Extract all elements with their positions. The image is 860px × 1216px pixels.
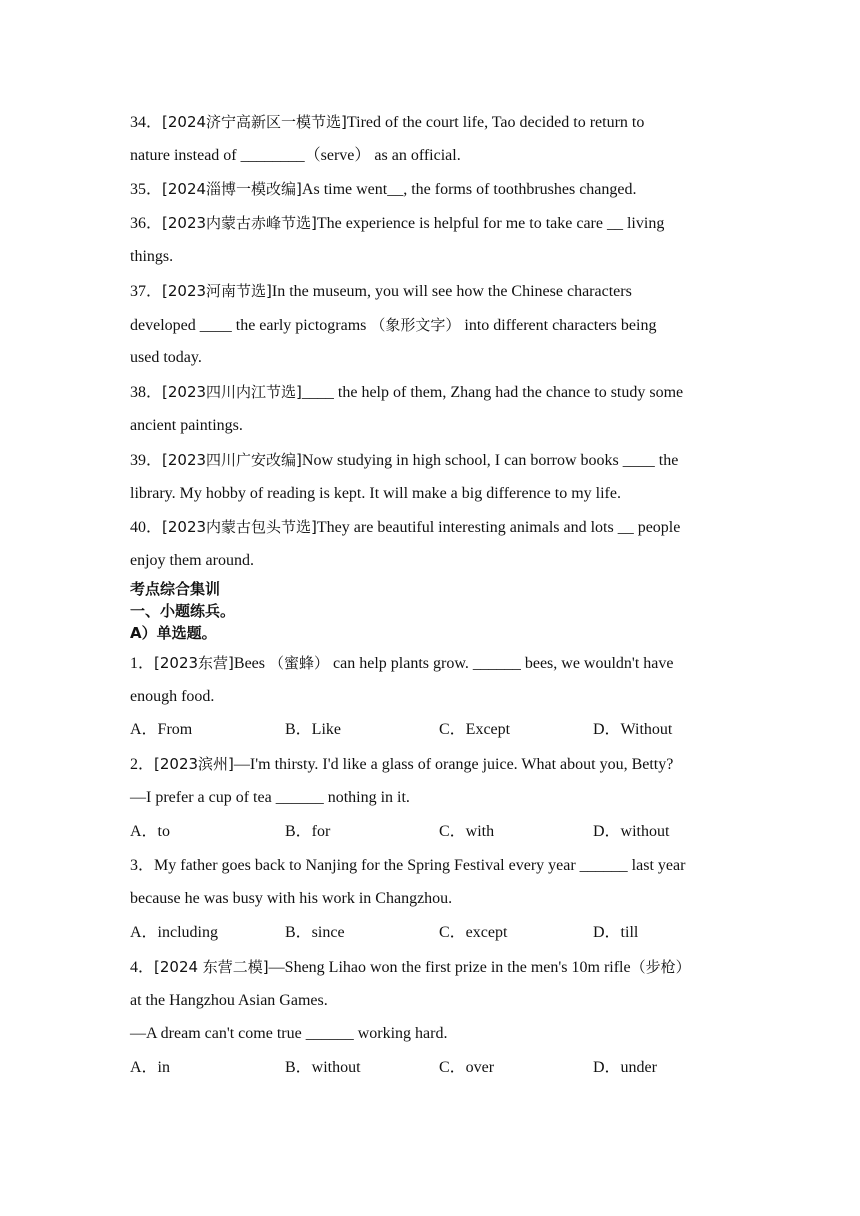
option-c: C．with bbox=[439, 823, 495, 840]
section-title: 考点综合集训 bbox=[130, 580, 221, 598]
question-source: [2023滨州] bbox=[154, 755, 234, 773]
question-40-line-2: enjoy them around. bbox=[130, 552, 254, 569]
question-source: [2023河南节选] bbox=[162, 282, 272, 300]
question-note: （步枪） bbox=[630, 958, 691, 976]
option-a: A．to bbox=[130, 823, 171, 840]
question-number: 2． bbox=[130, 756, 155, 773]
option-b: B．since bbox=[285, 924, 345, 941]
question-number: 4． bbox=[130, 959, 155, 976]
question-source: [2023四川广安改编] bbox=[162, 451, 302, 469]
question-number: 3． bbox=[130, 857, 155, 874]
question-number: 40． bbox=[130, 519, 163, 536]
question-number: 34． bbox=[130, 114, 163, 131]
mcq-4-line-3: —A dream can't come true ______ working hard. bbox=[130, 1025, 448, 1042]
mcq-3-line-2: because he was busy with his work in Changzhou. bbox=[130, 890, 453, 907]
option-d: D．without bbox=[593, 823, 670, 840]
option-d: D．Without bbox=[593, 721, 673, 738]
question-37-line-3: used today. bbox=[130, 349, 202, 366]
section-part: A）单选题。 bbox=[130, 624, 217, 642]
mcq-2-line-2: —I prefer a cup of tea ______ nothing in it. bbox=[130, 789, 410, 806]
option-a: A．in bbox=[130, 1059, 171, 1076]
question-text: into different characters being bbox=[460, 317, 657, 334]
question-37 bbox=[130, 281, 632, 302]
question-text: —Sheng Lihao won the first prize in the men's 10m rifle bbox=[268, 959, 631, 976]
question-35 bbox=[130, 179, 637, 200]
question-40 bbox=[130, 517, 680, 538]
question-source: [2023内蒙古赤峰节选] bbox=[162, 214, 317, 232]
question-37-line-2 bbox=[130, 315, 656, 336]
question-source: [2024 东营二模] bbox=[154, 958, 269, 976]
option-b: B．for bbox=[285, 823, 331, 840]
question-36-line-2: things. bbox=[130, 248, 174, 265]
question-number: 35． bbox=[130, 181, 163, 198]
question-39-line-2: library. My hobby of reading is kept. It will make a big difference to my life. bbox=[130, 485, 621, 502]
mcq-3 bbox=[130, 856, 685, 876]
question-text: My father goes back to Nanjing for the Spring Festival every year ______ last year bbox=[154, 857, 686, 874]
question-text: can help plants grow. ______ bees, we wouldn't have bbox=[329, 655, 674, 672]
option-b: B．Like bbox=[285, 721, 341, 738]
question-38 bbox=[130, 382, 683, 403]
question-number: 36． bbox=[130, 215, 163, 232]
question-number: 37． bbox=[130, 283, 163, 300]
question-text: Now studying in high school, I can borrow books ____ the bbox=[301, 452, 679, 469]
option-d: D．till bbox=[593, 924, 639, 941]
option-b: B．without bbox=[285, 1059, 361, 1076]
mcq-1-line-2: enough food. bbox=[130, 688, 215, 705]
mcq-2 bbox=[130, 754, 673, 775]
question-38-line-2: ancient paintings. bbox=[130, 417, 243, 434]
option-c: C．Except bbox=[439, 721, 511, 738]
question-36 bbox=[130, 213, 664, 234]
option-d: D．under bbox=[593, 1059, 657, 1076]
question-text: —I'm thirsty. I'd like a glass of orange juice. What about you, Betty? bbox=[233, 756, 674, 773]
question-text: They are beautiful interesting animals and lots __ people bbox=[316, 519, 681, 536]
mcq-4 bbox=[130, 957, 691, 978]
question-source: [2023内蒙古包头节选] bbox=[162, 518, 317, 536]
question-note: （蜜蜂） bbox=[269, 654, 330, 672]
question-34-line-2: nature instead of ________（serve） as an official. bbox=[130, 147, 461, 164]
question-number: 39． bbox=[130, 452, 163, 469]
option-c: C．except bbox=[439, 924, 508, 941]
question-source: [2024济宁高新区一模节选] bbox=[162, 113, 347, 131]
question-text: In the museum, you will see how the Chinese characters bbox=[271, 283, 632, 300]
question-source: [2023四川内江节选] bbox=[162, 383, 302, 401]
question-note: （象形文字） bbox=[370, 316, 461, 334]
mcq-4-line-2: at the Hangzhou Asian Games. bbox=[130, 992, 328, 1009]
option-a: A．including bbox=[130, 924, 218, 941]
option-c: C．over bbox=[439, 1059, 495, 1076]
question-39 bbox=[130, 450, 678, 471]
section-subtitle: 一、小题练兵。 bbox=[130, 602, 236, 620]
mcq-1 bbox=[130, 653, 673, 674]
question-source: [2023东营] bbox=[154, 654, 234, 672]
question-34 bbox=[130, 112, 644, 133]
question-number: 1． bbox=[130, 655, 155, 672]
question-text: developed ____ the early pictograms bbox=[130, 317, 371, 334]
question-source: [2024淄博一模改编] bbox=[162, 180, 302, 198]
question-text: The experience is helpful for me to take care __ living bbox=[316, 215, 665, 232]
question-text: Bees bbox=[233, 655, 270, 672]
question-text: Tired of the court life, Tao decided to return to bbox=[346, 114, 645, 131]
question-text: ____ the help of them, Zhang had the chance to study some bbox=[301, 384, 684, 401]
question-text: As time went__, the forms of toothbrushes changed. bbox=[301, 181, 637, 198]
question-number: 38． bbox=[130, 384, 163, 401]
option-a: A．From bbox=[130, 721, 193, 738]
